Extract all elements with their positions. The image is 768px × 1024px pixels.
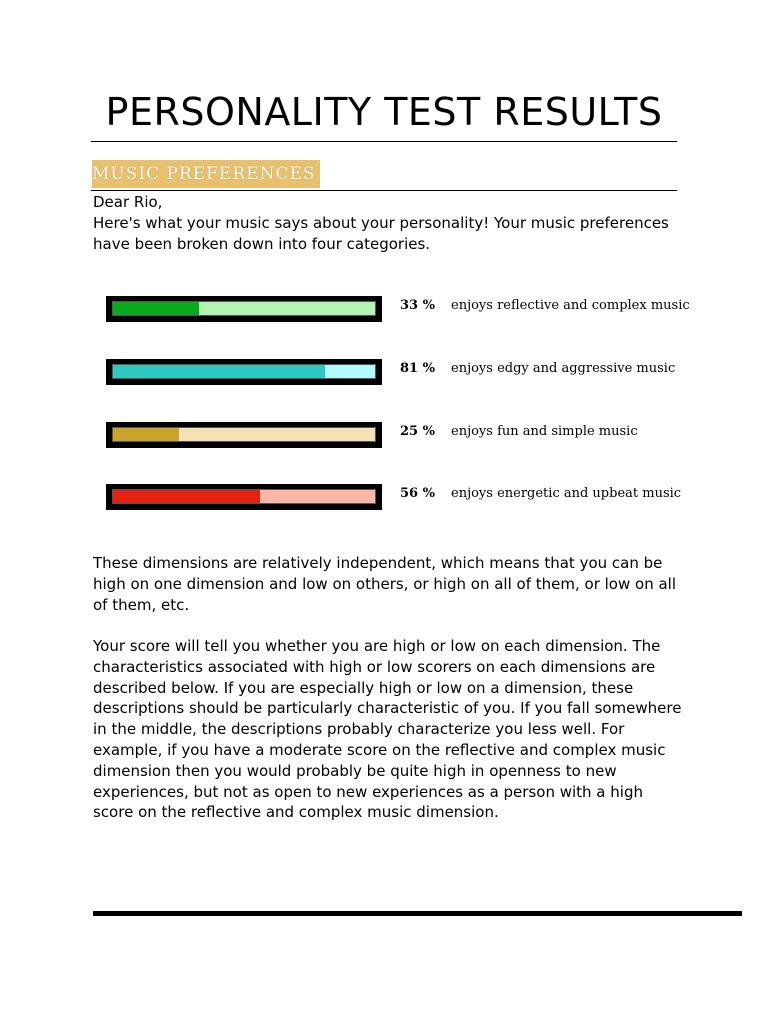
section-heading: MUSIC PREFERENCES — [92, 160, 320, 188]
paragraph: These dimensions are relatively independent, which means that you can be high on one dimension and low on others, or high on all of them, or low on all of them, etc. — [93, 554, 677, 614]
score-bar-row — [0, 484, 768, 514]
score-bar-track — [112, 489, 376, 504]
score-label: enjoys energetic and upbeat music — [451, 486, 682, 501]
score-bar-track — [112, 427, 376, 442]
title-divider — [91, 141, 677, 142]
score-percent: 56 % — [400, 486, 435, 501]
page-title: PERSONALITY TEST RESULTS — [105, 90, 663, 134]
score-bar-row — [0, 359, 768, 389]
score-bar-fill — [113, 490, 260, 503]
score-bar-frame — [106, 484, 382, 510]
score-label: enjoys edgy and aggressive music — [451, 361, 676, 376]
score-bar-track — [112, 301, 376, 316]
score-bar-frame — [106, 359, 382, 385]
score-percent: 33 % — [400, 298, 435, 313]
score-bar-row — [0, 422, 768, 452]
score-label: enjoys reflective and complex music — [451, 298, 690, 313]
score-percent: 25 % — [400, 424, 435, 439]
score-bar-track — [112, 364, 376, 379]
greeting: Dear Rio, — [93, 193, 163, 211]
score-bar-frame — [106, 422, 382, 448]
score-percent: 81 % — [400, 361, 435, 376]
intro-text: Here's what your music says about your personality! Your music preferences have been broken down into four categories. — [93, 214, 669, 253]
score-bar-row — [0, 296, 768, 326]
score-bar-frame — [106, 296, 382, 322]
footer-rule — [93, 911, 742, 916]
score-bar-fill — [113, 365, 325, 378]
score-bar-fill — [113, 428, 179, 441]
score-bar-fill — [113, 302, 199, 315]
paragraph: Your score will tell you whether you are high or low on each dimension. The characteristics associated with high or low scorers on each dimensions are described below. If you are especially high or low on a dimension, these descriptions should be particularly characteristic of you. If you fall somewhere in the middle, the descriptions probably characterize you less well. For example, if you have a moderate score on the reflective and complex music dimension then you would probably be quite high in openness to new experiences, but not as open to new experiences as a person with a high score on the reflective and complex music dimension. — [93, 637, 682, 822]
section-divider — [91, 190, 677, 191]
score-label: enjoys fun and simple music — [451, 424, 638, 439]
